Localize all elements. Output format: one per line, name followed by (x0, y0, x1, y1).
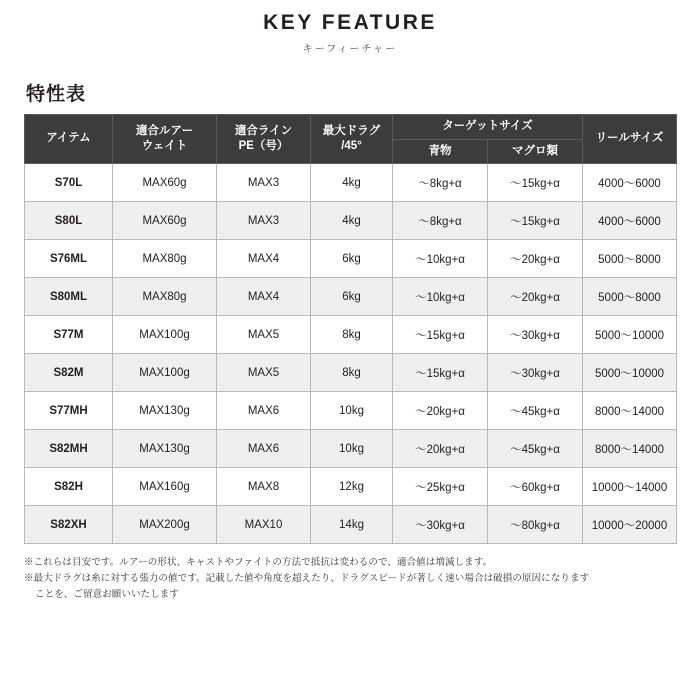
page-title: KEY FEATURE (263, 11, 437, 34)
cell-pe: MAX8 (217, 468, 311, 506)
cell-pe: MAX5 (217, 354, 311, 392)
cell-drag: 10kg (311, 392, 393, 430)
cell-item: S82H (25, 468, 113, 506)
cell-drag: 12kg (311, 468, 393, 506)
cell-pe: MAX10 (217, 506, 311, 544)
cell-lure: MAX60g (113, 202, 217, 240)
cell-item: S82XH (25, 506, 113, 544)
cell-aomono: 〜15kg+α (393, 354, 488, 392)
cell-lure: MAX130g (113, 430, 217, 468)
cell-reel: 10000〜14000 (583, 468, 677, 506)
cell-reel: 8000〜14000 (583, 392, 677, 430)
cell-drag: 8kg (311, 354, 393, 392)
cell-maguro: 〜20kg+α (488, 278, 583, 316)
footnotes (24, 555, 676, 602)
cell-lure: MAX100g (113, 354, 217, 392)
cell-pe: MAX4 (217, 278, 311, 316)
page-subtitle: キーフィーチャー (302, 44, 398, 56)
section-title: 特性表 (26, 84, 87, 106)
cell-maguro: 〜20kg+α (488, 240, 583, 278)
table-row (25, 468, 677, 506)
cell-lure: MAX160g (113, 468, 217, 506)
header-lure-weight (113, 115, 217, 164)
cell-aomono: 〜8kg+α (393, 164, 488, 202)
cell-drag: 14kg (311, 506, 393, 544)
cell-drag: 6kg (311, 278, 393, 316)
table-body (25, 164, 677, 544)
cell-lure: MAX80g (113, 278, 217, 316)
table-row (25, 430, 677, 468)
cell-pe: MAX5 (217, 316, 311, 354)
cell-item: S77M (25, 316, 113, 354)
header-target-maguro: マグロ類 (488, 139, 583, 164)
cell-aomono: 〜10kg+α (393, 278, 488, 316)
table-row (25, 278, 677, 316)
table-header (25, 115, 677, 164)
header-target-aomono: 青物 (393, 139, 488, 164)
table-row (25, 240, 677, 278)
table-row (25, 164, 677, 202)
footnote-line-1: ※これらは目安です。ルアーの形状、キャストやファイトの方法で抵抗は変わるので、適合値は増減します。 (24, 557, 493, 569)
cell-aomono: 〜8kg+α (393, 202, 488, 240)
cell-item: S76ML (25, 240, 113, 278)
page-header (24, 0, 676, 55)
cell-reel: 5000〜8000 (583, 278, 677, 316)
footnote-line-3: ことを、ご留意お願いいたします (35, 588, 180, 600)
cell-item: S80L (25, 202, 113, 240)
cell-maguro: 〜15kg+α (488, 202, 583, 240)
cell-drag: 6kg (311, 240, 393, 278)
cell-lure: MAX100g (113, 316, 217, 354)
spec-table (24, 114, 677, 544)
table-row (25, 392, 677, 430)
cell-pe: MAX4 (217, 240, 311, 278)
cell-aomono: 〜20kg+α (393, 392, 488, 430)
cell-maguro: 〜45kg+α (488, 392, 583, 430)
cell-drag: 8kg (311, 316, 393, 354)
cell-drag: 4kg (311, 202, 393, 240)
cell-maguro: 〜80kg+α (488, 506, 583, 544)
cell-lure: MAX130g (113, 392, 217, 430)
header-line-pe-line2: PE（号） (238, 140, 289, 153)
cell-maguro: 〜60kg+α (488, 468, 583, 506)
cell-reel: 5000〜10000 (583, 354, 677, 392)
footnote-line-2: ※最大ドラグは糸に対する張力の値です。記載した値や角度を超えたり、ドラグスピードが著しく速い場合は破損の原因になります (24, 572, 590, 584)
header-max-drag-line2: /45° (341, 140, 362, 153)
header-target-size: ターゲットサイズ (393, 115, 583, 140)
cell-lure: MAX80g (113, 240, 217, 278)
cell-item: S82MH (25, 430, 113, 468)
table-row (25, 506, 677, 544)
cell-aomono: 〜15kg+α (393, 316, 488, 354)
header-lure-weight-line2: ウェイト (141, 140, 188, 153)
cell-maguro: 〜15kg+α (488, 164, 583, 202)
cell-reel: 5000〜10000 (583, 316, 677, 354)
cell-pe: MAX6 (217, 430, 311, 468)
cell-aomono: 〜20kg+α (393, 430, 488, 468)
table-row (25, 354, 677, 392)
cell-maguro: 〜45kg+α (488, 430, 583, 468)
cell-reel: 4000〜6000 (583, 164, 677, 202)
header-max-drag-line1: 最大ドラグ (322, 124, 381, 137)
cell-item: S80ML (25, 278, 113, 316)
cell-aomono: 〜10kg+α (393, 240, 488, 278)
cell-lure: MAX200g (113, 506, 217, 544)
header-lure-weight-line1: 適合ルアー (135, 124, 194, 137)
cell-item: S82M (25, 354, 113, 392)
cell-aomono: 〜30kg+α (393, 506, 488, 544)
cell-pe: MAX6 (217, 392, 311, 430)
header-line-pe (217, 115, 311, 164)
header-line-pe-line1: 適合ライン (234, 124, 293, 137)
cell-maguro: 〜30kg+α (488, 354, 583, 392)
cell-reel: 4000〜6000 (583, 202, 677, 240)
cell-aomono: 〜25kg+α (393, 468, 488, 506)
cell-lure: MAX60g (113, 164, 217, 202)
cell-reel: 10000〜20000 (583, 506, 677, 544)
header-max-drag (311, 115, 393, 164)
cell-pe: MAX3 (217, 202, 311, 240)
cell-reel: 8000〜14000 (583, 430, 677, 468)
cell-item: S70L (25, 164, 113, 202)
cell-item: S77MH (25, 392, 113, 430)
table-row (25, 202, 677, 240)
cell-maguro: 〜30kg+α (488, 316, 583, 354)
header-reel-size: リールサイズ (583, 115, 677, 164)
table-row (25, 316, 677, 354)
header-item: アイテム (25, 115, 113, 164)
cell-pe: MAX3 (217, 164, 311, 202)
cell-reel: 5000〜8000 (583, 240, 677, 278)
cell-drag: 10kg (311, 430, 393, 468)
cell-drag: 4kg (311, 164, 393, 202)
